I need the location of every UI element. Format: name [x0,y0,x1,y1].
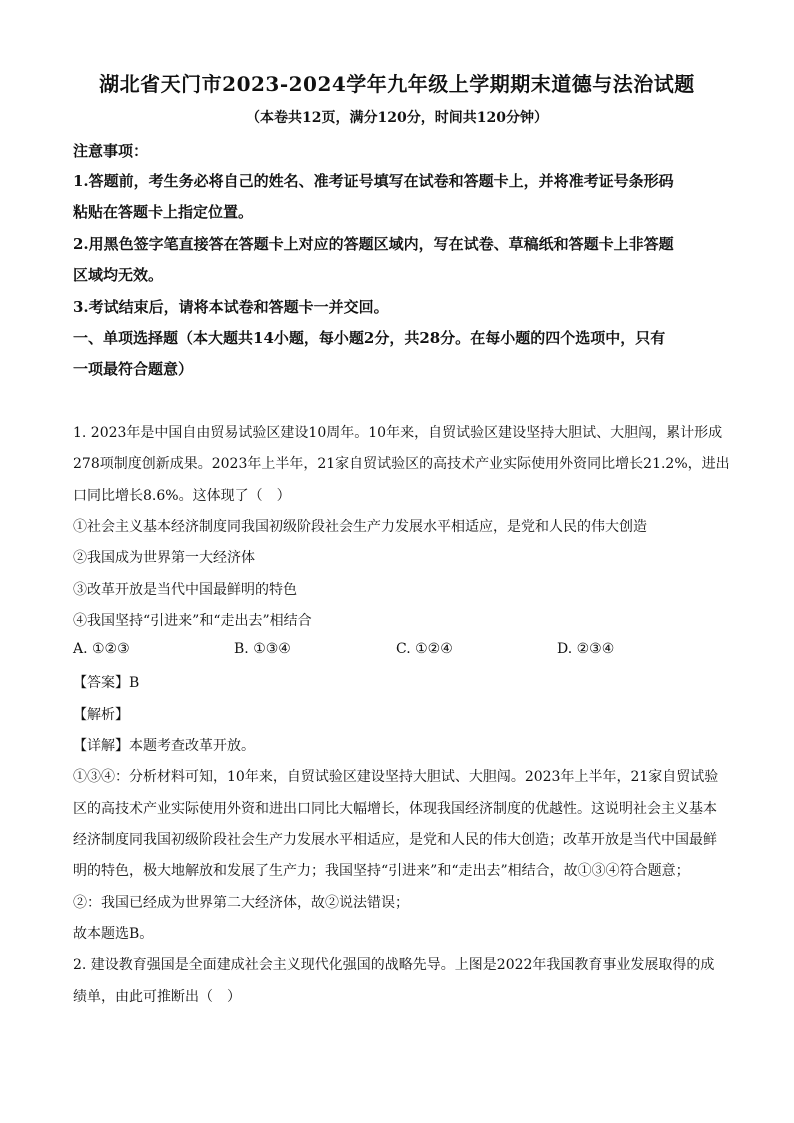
notice-line: 1.答题前，考生务必将自己的姓名、准考证号填写在试卷和答题卡上，并将准考证号条形码 [73,172,674,190]
explanation-line: ①③④：分析材料可知，10年来，自贸试验区建设坚持大胆试、大胆闯。2023年上半年，21家自贸试验 [73,769,719,785]
question-stem: 绩单，由此可推断出（ ） [73,989,241,1005]
analysis-label: 【解析】 [73,707,129,723]
notice-line: 粘贴在答题卡上指定位置。 [73,203,254,221]
question-stem: 口同比增长8.6%。这体现了（ ） [73,488,291,504]
option-d: D. ②③④ [557,641,615,657]
option-c: C. ①②④ [396,641,453,657]
question-stem: 278项制度创新成果。2023年上半年，21家自贸试验区的高技术产业实际使用外资同比增长21.2%，进出 [73,456,730,472]
statement-item: ③改革开放是当代中国最鲜明的特色 [73,582,297,598]
explanation-line: 明的特色，极大地解放和发展了生产力；我国坚持“引进来”和“走出去”相结合，故①③④符合题意； [73,863,690,879]
explanation-line: 经济制度同我国初级阶段社会生产力发展水平相适应，是党和人民的伟大创造；改革开放是当代中国最鲜 [73,832,717,848]
detail-label: 【详解】本题考查改革开放。 [73,738,255,754]
question-stem: 1. 2023年是中国自由贸易试验区建设10周年。10年来，自贸试验区建设坚持大胆试、大胆闯，累计形成 [73,425,723,441]
option-a: A. ①②③ [73,641,130,657]
section-heading: 一项最符合题意） [73,360,194,378]
page-title: 湖北省天门市2023-2024学年九年级上学期期末道德与法治试题 [99,72,695,96]
notice-line: 区域均无效。 [73,266,164,284]
question-stem: 2. 建设教育强国是全面建成社会主义现代化强国的战略先导。上图是2022年我国教育事业发展取得的成 [73,957,715,973]
explanation-line: ②：我国已经成为世界第二大经济体，故②说法错误； [73,895,409,911]
statement-item: ④我国坚持“引进来”和“走出去”相结合 [73,613,312,629]
notice-heading: 注意事项： [73,142,149,160]
notice-line: 3.考试结束后，请将本试卷和答题卡一并交回。 [73,298,389,316]
notice-line: 2.用黑色签字笔直接答在答题卡上对应的答题区域内，写在试卷、草稿纸和答题卡上非答题 [73,235,674,253]
explanation-line: 故本题选B。 [73,926,154,942]
answer-label: 【答案】B [73,675,140,691]
page-subtitle: （本卷共12页，满分120分，时间共120分钟） [246,110,548,126]
option-b: B. ①③④ [234,641,291,657]
statement-item: ①社会主义基本经济制度同我国初级阶段社会生产力发展水平相适应，是党和人民的伟大创造 [73,519,647,535]
section-heading: 一、单项选择题（本大题共14小题，每小题2分，共28分。在每小题的四个选项中，只有 [73,329,666,347]
explanation-line: 区的高技术产业实际使用外资和进出口同比大幅增长，体现我国经济制度的优越性。这说明社会主义基本 [73,801,717,817]
statement-item: ②我国成为世界第一大经济体 [73,550,255,566]
